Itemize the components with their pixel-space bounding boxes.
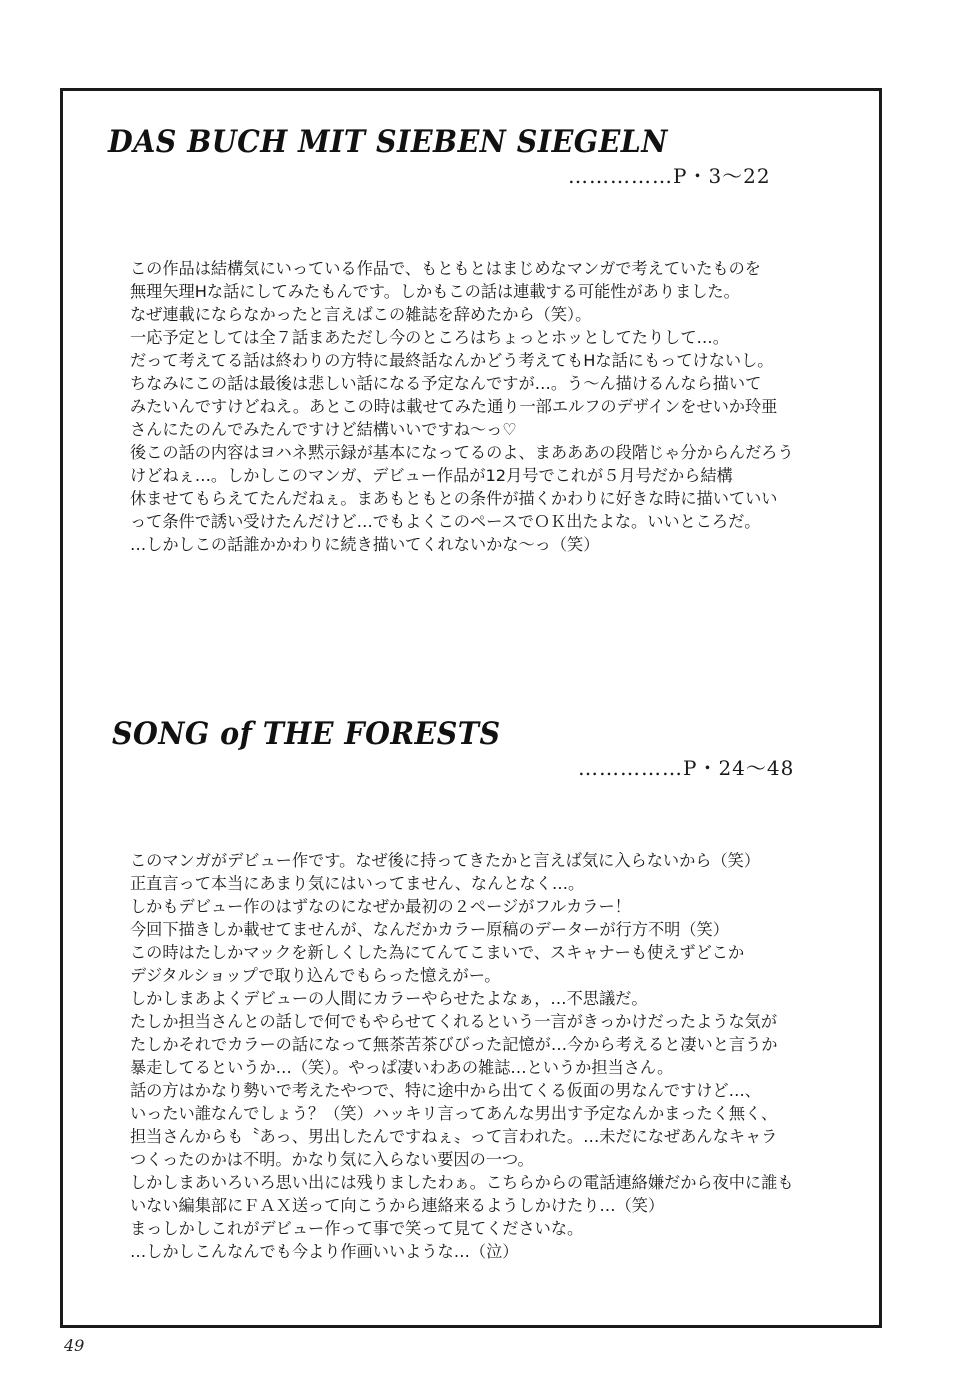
section-body-song-of-the-forests xyxy=(130,849,860,1263)
text-line: 正直言って本当にあまり気にはいってません、なんとなく…。 xyxy=(130,874,585,893)
text-line: だって考えてる話は終わりの方特に最終話なんかどう考えてもHな話にもってけないし。 xyxy=(130,351,774,370)
text-line: 無理矢理Hな話にしてみたもんです。しかもこの話は連載する可能性がありました。 xyxy=(130,282,740,301)
text-line: けどねぇ…。しかしこのマンガ、デビュー作品が12月号でこれが５月号だから結構 xyxy=(130,466,733,485)
text-line: しかもデビュー作のはずなのになぜか最初の２ページがフルカラー！ xyxy=(130,897,631,916)
text-line: いったい誰なんでしょう？（笑）ハッキリ言ってあんな男出す予定なんかまったく無く、 xyxy=(130,1104,778,1123)
page-reference-song-of-the-forests: ……………P・24〜48 xyxy=(578,756,795,780)
text-line: …しかしこの話誰かかわりに続き描いてくれないかな〜っ（笑） xyxy=(130,535,600,554)
text-line: 休ませてもらえてたんだねぇ。まあもともとの条件が描くかわりに好きな時に描いていい xyxy=(130,489,778,508)
text-line: みたいんですけどねえ。あとこの時は載せてみた通り一部エルフのデザインをせいか玲亜 xyxy=(130,397,778,416)
text-line: この作品は結構気にいっている作品で、もともとはまじめなマンガで考えていたものを xyxy=(130,259,761,278)
text-line: このマンガがデビュー作です。なぜ後に持ってきたかと言えば気に入らないから（笑） xyxy=(130,851,761,870)
text-line: たしかそれでカラーの話になって無茶苦茶びびった記憶が…今から考えると凄いと言うか xyxy=(130,1035,778,1054)
text-line: たしか担当さんとの話しで何でもやらせてくれるという一言がきっかけだったような気が xyxy=(130,1012,778,1031)
page-reference-das-buch: ……………P・3〜22 xyxy=(568,164,771,188)
text-line: なぜ連載にならなかったと言えばこの雑誌を辞めたから（笑）。 xyxy=(130,305,592,324)
text-line: 後この話の内容はヨハネ黙示録が基本になってるのよ、まあああの段階じゃ分からんだろう xyxy=(130,443,794,462)
section-title-das-buch: DAS BUCH MIT SIEBEN SIEGELN xyxy=(108,124,668,160)
text-line: この時はたしかマックを新しくした為にてんてこまいで、スキャナーも使えずどこか xyxy=(130,943,745,962)
text-line: 今回下描きしか載せてませんが、なんだかカラー原稿のデーターが行方不明（笑） xyxy=(130,920,729,939)
text-line: つくったのかは不明。かなり気に入らない要因の一つ。 xyxy=(130,1150,534,1169)
text-line: しかしまあよくデビューの人間にカラーやらせたよなぁ，…不思議だ。 xyxy=(130,989,648,1008)
text-line: いない編集部にＦＡＸ送って向こうから連絡来るようしかけたり…（笑） xyxy=(130,1196,665,1215)
text-line: まっしかしこれがデビュー作って事で笑って見てくださいな。 xyxy=(130,1219,584,1238)
text-line: 話の方はかなり勢いで考えたやつで、特に途中から出てくる仮面の男なんですけど…、 xyxy=(130,1081,761,1100)
section-title-song-of-the-forests: SONG of THE FORESTS xyxy=(112,716,501,752)
text-line: ちなみにこの話は最後は悲しい話になる予定なんですが…。う〜ん描けるんなら描いて xyxy=(130,374,762,393)
text-line: 暴走してるというか…（笑）。やっぱ凄いわあの雑誌…というか担当さん。 xyxy=(130,1058,674,1077)
text-line: しかしまあいろいろ思い出には残りましたわぁ。こちらからの電話連絡嫌だから夜中に誰も xyxy=(130,1173,794,1192)
text-line: 担当さんからも〝あっ、男出したんですねぇ〟って言われた。…未だになぜあんなキャラ xyxy=(130,1127,778,1146)
text-line: さんにたのんでみたんですけど結構いいですね〜っ♡ xyxy=(130,420,517,439)
text-line: デジタルショップで取り込んでもらった憶えがー。 xyxy=(130,966,501,985)
text-line: って条件で誘い受けたんだけど…でもよくこのペースでＯＫ出たよな。いいところだ。 xyxy=(130,512,761,531)
section-body-das-buch xyxy=(130,257,860,556)
text-line: 一応予定としては全７話まあただし今のところはちょっとホッとしてたりして…。 xyxy=(130,328,729,347)
text-line: …しかしこんなんでも今より作画いいような…（泣） xyxy=(130,1242,519,1261)
page-number: 49 xyxy=(64,1336,85,1355)
